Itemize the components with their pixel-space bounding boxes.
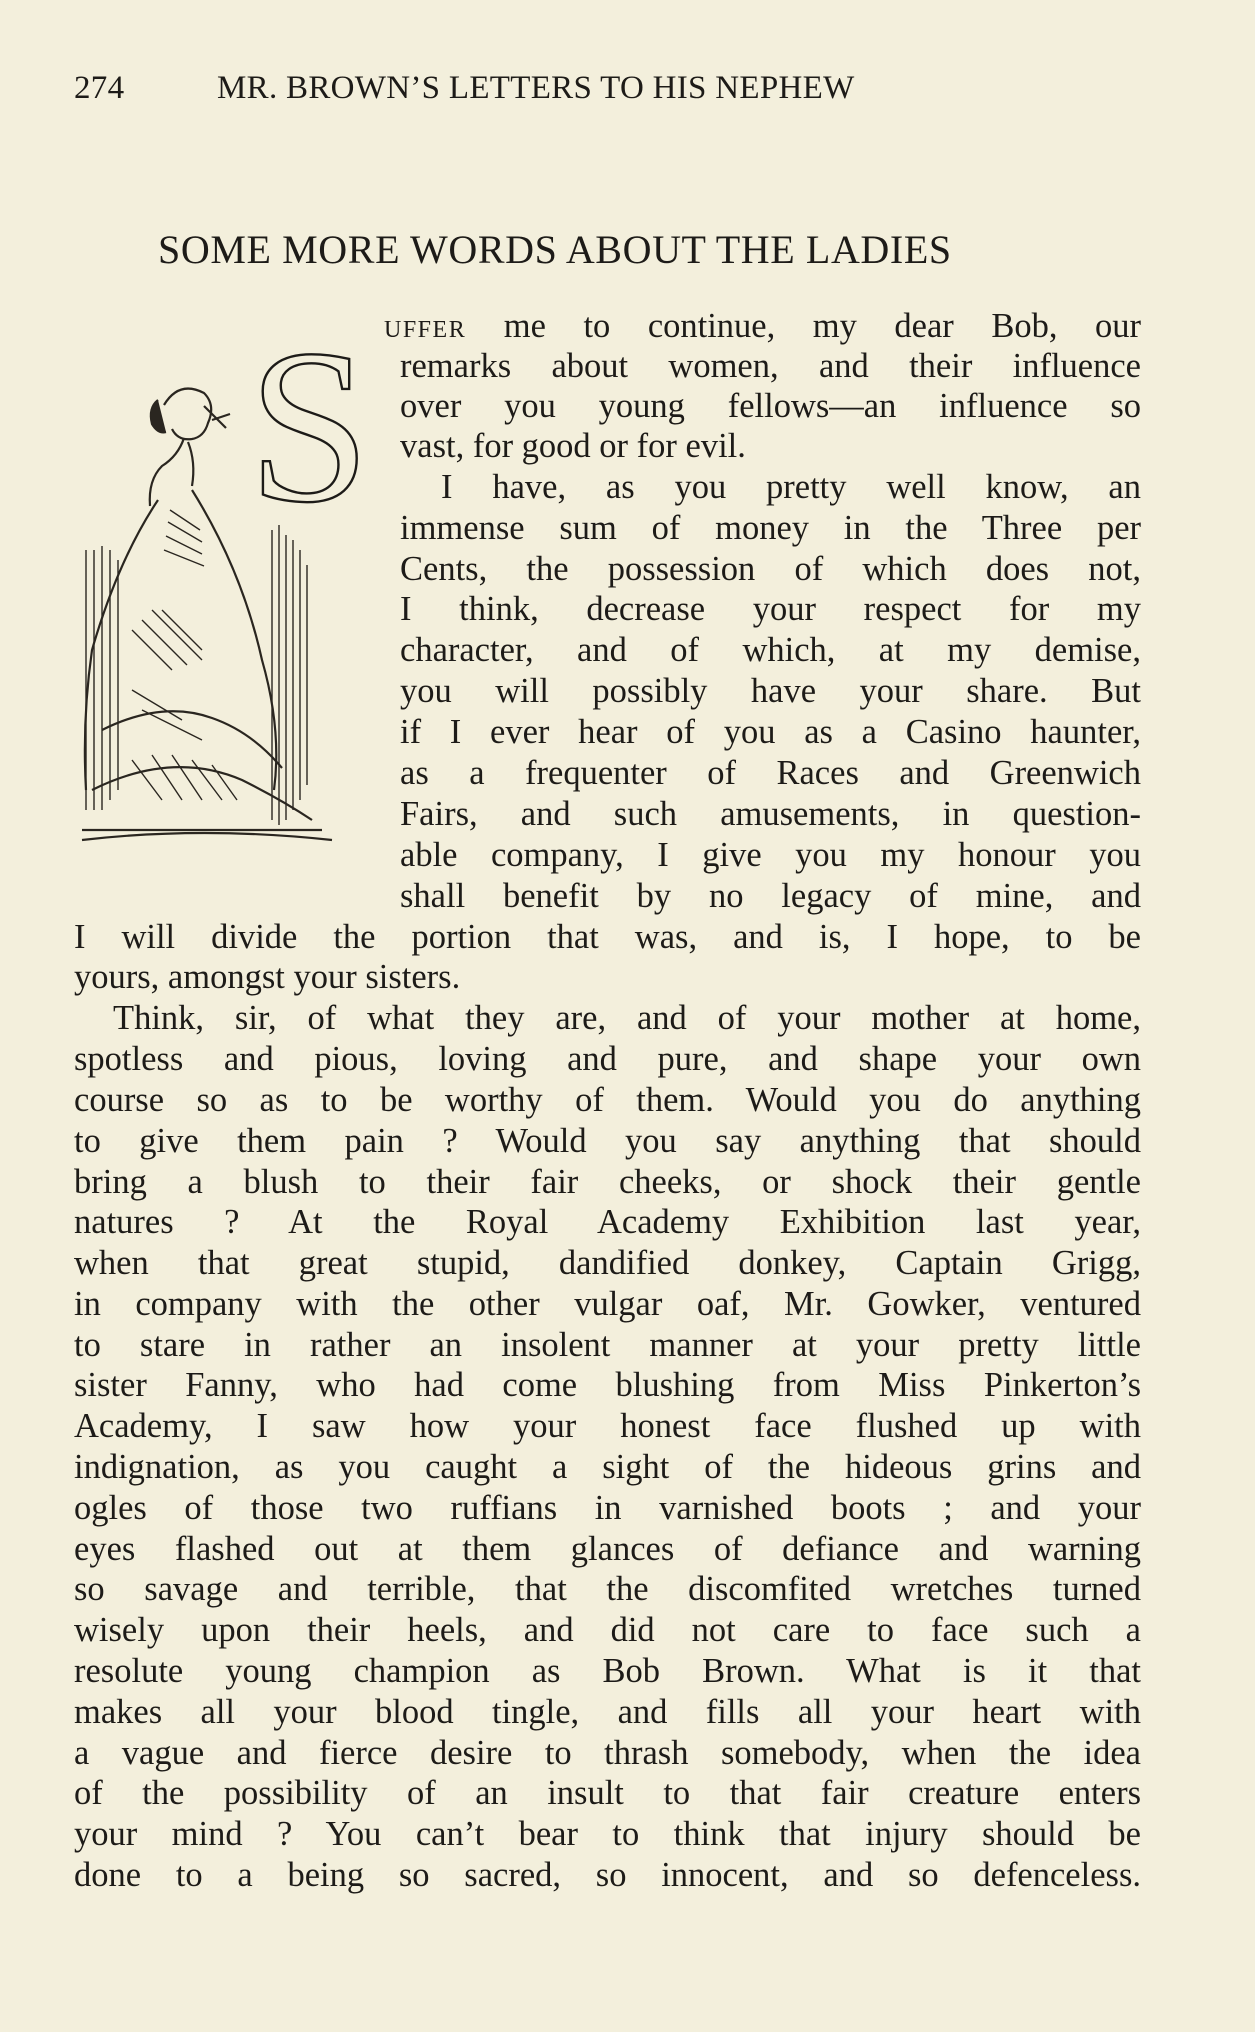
text-line: in company with the other vulgar oaf, Mr. Gowker, ventured bbox=[74, 1285, 1141, 1323]
text-line: a vague and fierce desire to thrash somebody, when the idea bbox=[74, 1734, 1141, 1772]
text-line: Fairs, and such amusements, in question- bbox=[400, 795, 1141, 833]
text-line: UFFER me to continue, my dear Bob, our bbox=[384, 307, 1141, 345]
small-caps-word: UFFER bbox=[384, 317, 467, 343]
text-line: shall benefit by no legacy of mine, and bbox=[400, 877, 1141, 915]
text-line: yours, amongst your sisters. bbox=[74, 958, 461, 996]
illustrated-drop-cap bbox=[72, 310, 382, 880]
text-line: your mind ? You can’t bear to think that injury should be bbox=[74, 1815, 1141, 1853]
text-line: wisely upon their heels, and did not care to face such a bbox=[74, 1611, 1141, 1649]
text-line: course so as to be worthy of them. Would you do anything bbox=[74, 1081, 1141, 1119]
text-line: when that great stupid, dandified donkey, Captain Grigg, bbox=[74, 1244, 1141, 1282]
running-header bbox=[74, 70, 1174, 107]
text-line: indignation, as you caught a sight of the hideous grins and bbox=[74, 1448, 1141, 1486]
text-line: eyes flashed out at them glances of defiance and warning bbox=[74, 1530, 1141, 1568]
text-line: of the possibility of an insult to that fair creature enters bbox=[74, 1774, 1141, 1812]
text-line: I think, decrease your respect for my bbox=[400, 590, 1141, 628]
drop-cap-letter: S bbox=[248, 310, 371, 548]
text-line: ogles of those two ruffians in varnished boots ; and your bbox=[74, 1489, 1141, 1527]
running-title: MR. BROWN’S LETTERS TO HIS NEPHEW bbox=[217, 70, 855, 106]
text-line: to give them pain ? Would you say anything that should bbox=[74, 1122, 1141, 1160]
text-line: I will divide the portion that was, and is, I hope, to be bbox=[74, 918, 1141, 956]
text-line: vast, for good or for evil. bbox=[400, 427, 746, 465]
text-line: immense sum of money in the Three per bbox=[400, 509, 1141, 547]
page-number: 274 bbox=[74, 70, 125, 106]
text-line: as a frequenter of Races and Greenwich bbox=[400, 754, 1141, 792]
text-line: character, and of which, at my demise, bbox=[400, 631, 1141, 669]
text-line: natures ? At the Royal Academy Exhibition last year, bbox=[74, 1203, 1141, 1241]
text-line: to stare in rather an insolent manner at your pretty little bbox=[74, 1326, 1141, 1364]
text-line: makes all your blood tingle, and fills all your heart with bbox=[74, 1693, 1141, 1731]
text-line: done to a being so sacred, so innocent, and so defenceless. bbox=[74, 1856, 1141, 1894]
text-line: sister Fanny, who had come blushing from Miss Pinkerton’s bbox=[74, 1366, 1141, 1404]
text-line: you will possibly have your share. But bbox=[400, 672, 1141, 710]
text-line: if I ever hear of you as a Casino haunter, bbox=[400, 713, 1141, 751]
text-line: over you young fellows—an influence so bbox=[400, 387, 1141, 425]
text-line: Academy, I saw how your honest face flushed up with bbox=[74, 1407, 1141, 1445]
text-line: I have, as you pretty well know, an bbox=[441, 468, 1141, 506]
chapter-title: SOME MORE WORDS ABOUT THE LADIES bbox=[158, 227, 952, 272]
text-line: Think, sir, of what they are, and of your mother at home, bbox=[113, 999, 1141, 1037]
text-line: Cents, the possession of which does not, bbox=[400, 550, 1141, 588]
text-line: spotless and pious, loving and pure, and shape your own bbox=[74, 1040, 1141, 1078]
text-line: resolute young champion as Bob Brown. What is it that bbox=[74, 1652, 1141, 1690]
text-line: bring a blush to their fair cheeks, or shock their gentle bbox=[74, 1163, 1141, 1201]
text-line: able company, I give you my honour you bbox=[400, 836, 1141, 874]
text-line: remarks about women, and their influence bbox=[400, 347, 1141, 385]
text-line: so savage and terrible, that the discomfited wretches turned bbox=[74, 1570, 1141, 1608]
